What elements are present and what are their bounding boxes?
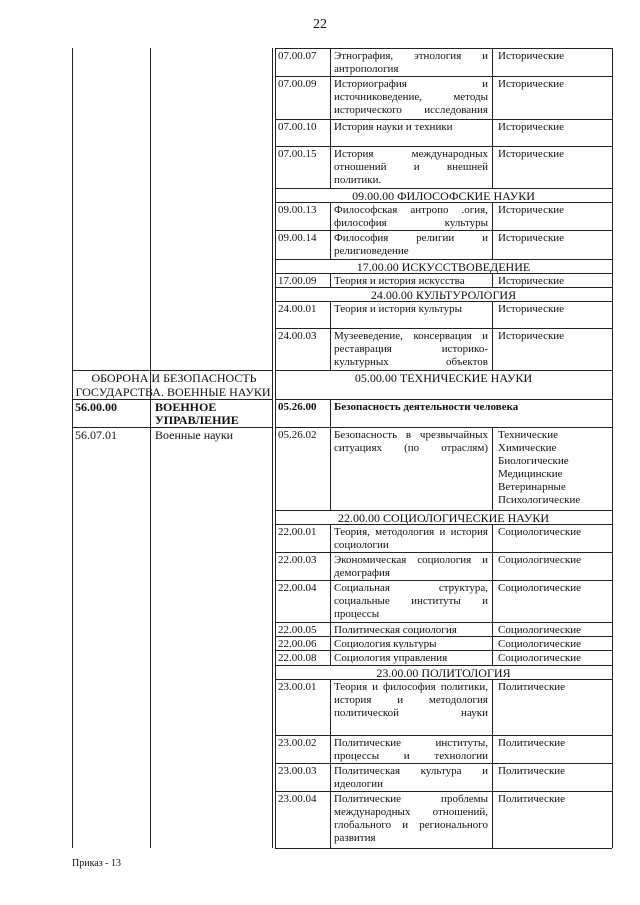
left-row-border [72, 427, 272, 428]
row-border [275, 848, 612, 849]
specialty-code: 22.00.03 [278, 554, 317, 566]
left-section-heading: ОБОРОНА И БЕЗОПАСНОСТЬ [91, 371, 257, 385]
row-divider [330, 76, 331, 119]
science-branch: Социологические [498, 652, 582, 664]
row-divider [330, 48, 331, 76]
left-section-heading: ГОСУДАРСТВА. ВОЕННЫЕ НАУКИ [75, 385, 271, 399]
science-branch: Исторические [498, 303, 565, 315]
row-border [275, 119, 612, 120]
row-divider [330, 328, 331, 370]
section-heading: 23.00.00 ПОЛИТОЛОГИЯ [376, 666, 511, 680]
specialty-code: 22.00.06 [278, 638, 317, 650]
row-divider [330, 230, 331, 259]
row-divider [492, 763, 493, 791]
row-divider [492, 273, 493, 287]
specialty-code: 23.00.04 [278, 793, 317, 805]
left-code: 56.07.01 [75, 429, 117, 442]
specialty-name: Политическая культура и идеологии [334, 765, 488, 790]
row-border [275, 301, 612, 302]
row-divider [330, 273, 331, 287]
specialty-name: Теория, методология и история социологии [334, 526, 488, 551]
specialty-name: История науки и техники [334, 121, 453, 133]
science-branch: Социологические [498, 554, 582, 566]
footer-order-label: Приказ - 13 [72, 858, 121, 869]
specialty-name: Теория и история искусства [334, 275, 465, 286]
science-branch: Политические [498, 681, 566, 693]
row-border [275, 524, 612, 525]
left-table-border [72, 48, 73, 848]
science-branch: Политические [498, 765, 566, 777]
specialty-code: 22.00.05 [278, 624, 317, 636]
science-branch: Политические [498, 793, 566, 805]
specialty-name: Историография и источниковедение, методы исторического исследования [334, 78, 488, 116]
science-branch: Исторические [498, 50, 565, 62]
row-border [275, 580, 612, 581]
row-border [275, 622, 612, 623]
specialty-code: 22.00.08 [278, 652, 317, 664]
row-divider [492, 76, 493, 119]
row-border [275, 791, 612, 792]
row-border [275, 636, 612, 637]
specialty-code: 17.00.09 [278, 275, 317, 287]
specialty-code: 23.00.01 [278, 681, 317, 693]
left-name: ВОЕННОЕ УПРАВЛЕНИЕ [155, 401, 239, 427]
specialty-name: Музееведение, консервация и реставрация историко-культурных объектов [334, 330, 488, 368]
science-branch: Исторические [498, 121, 565, 133]
specialty-name: Безопасность деятельности человека [334, 401, 519, 413]
row-border [275, 763, 612, 764]
row-divider [330, 650, 331, 665]
specialty-name: Социология управления [334, 652, 448, 664]
section-heading: 17.00.00 ИСКУССТВОВЕДЕНИЕ [356, 260, 531, 274]
row-border [275, 399, 612, 400]
row-divider [492, 791, 493, 848]
row-border [275, 552, 612, 553]
science-branch: Социологические [498, 638, 582, 650]
row-divider [492, 328, 493, 370]
specialty-code: 24.00.03 [278, 330, 317, 342]
left-code: 56.00.00 [75, 401, 117, 414]
specialty-name: Социология культуры [334, 638, 437, 649]
section-heading: 09.00.00 ФИЛОСОФСКИЕ НАУКИ [352, 189, 535, 203]
row-divider [330, 427, 331, 510]
row-border [275, 202, 612, 203]
science-branch: Исторические [498, 204, 565, 216]
row-border [275, 679, 612, 680]
specialty-name: Политические проблемы международных отношений, глобального и регионального развития [334, 793, 488, 844]
section-heading: 24.00.00 КУЛЬТУРОЛОГИЯ [370, 288, 517, 302]
specialty-code: 23.00.03 [278, 765, 317, 777]
row-border [275, 735, 612, 736]
specialty-code: 07.00.07 [278, 50, 317, 62]
specialty-code: 09.00.14 [278, 232, 317, 244]
row-border [275, 273, 612, 274]
science-branch: Социологические [498, 582, 582, 594]
specialty-name: Политические институты, процессы и технологии [334, 737, 488, 762]
specialty-name: Философия религии и религиоведение [334, 232, 488, 257]
row-divider [492, 230, 493, 259]
specialty-name: Этнография, этнология и антропология [334, 50, 488, 75]
specialty-code: 22.00.01 [278, 526, 317, 538]
row-divider [492, 679, 493, 735]
row-divider [330, 580, 331, 622]
row-divider [330, 524, 331, 552]
row-divider [492, 427, 493, 510]
specialty-code: 24.00.01 [278, 303, 317, 315]
science-branch: Исторические [498, 275, 565, 287]
left-header-bottom-border [72, 399, 272, 400]
specialty-code: 22.00.04 [278, 582, 317, 594]
specialty-name: Политическая социология [334, 624, 457, 635]
row-divider [330, 735, 331, 763]
specialty-name: Теория и философия политики, история и методология политической науки [334, 681, 488, 719]
row-divider [330, 146, 331, 188]
specialty-name: Философская антропо .огия, философия культуры [334, 204, 488, 229]
row-border [275, 650, 612, 651]
specialty-code: 23.00.02 [278, 737, 317, 749]
row-divider [492, 146, 493, 188]
row-divider [330, 119, 331, 146]
row-divider [330, 202, 331, 230]
specialty-name: Социальная структура, социальные институты и процессы [334, 582, 488, 620]
row-divider [492, 301, 493, 328]
science-branch: Политические [498, 737, 566, 749]
row-divider [492, 119, 493, 146]
science-branch: Исторические [498, 232, 565, 244]
science-branch: Технические Химические Биологические Медицинские Ветеринарные Психологические [498, 429, 581, 506]
specialty-name: Экономическая социология и демография [334, 554, 488, 579]
specialty-code: 09.00.13 [278, 204, 317, 216]
page-number: 22 [313, 17, 327, 32]
section-heading: 05.00.00 ТЕХНИЧЕСКИЕ НАУКИ [354, 371, 533, 385]
row-divider [492, 202, 493, 230]
science-branch: Исторические [498, 330, 565, 342]
right-table-right-border [612, 48, 613, 848]
row-divider [330, 679, 331, 735]
row-divider [492, 552, 493, 580]
specialty-code: 07.00.15 [278, 148, 317, 160]
specialty-code: 05.26.00 [278, 401, 317, 413]
row-divider [492, 622, 493, 636]
science-branch: Исторические [498, 148, 565, 160]
specialty-code: 07.00.09 [278, 78, 317, 90]
row-divider [330, 399, 331, 427]
section-heading: 22.00.00 СОЦИОЛОГИЧЕСКИЕ НАУКИ [337, 511, 550, 525]
row-divider [330, 552, 331, 580]
specialty-code: 05.26.02 [278, 429, 317, 441]
specialty-name: Теория и история культуры [334, 303, 462, 315]
row-divider [492, 48, 493, 76]
specialty-name: История международных отношений и внешней политики. [334, 148, 488, 186]
specialty-name: Безопасность в чрезвычайных ситуациях (по отраслям) [334, 429, 488, 454]
row-border [275, 328, 612, 329]
left-name: Военные науки [155, 429, 234, 442]
row-divider [492, 636, 493, 650]
row-divider [330, 763, 331, 791]
row-divider [492, 524, 493, 552]
row-divider [492, 580, 493, 622]
science-branch: Социологические [498, 526, 582, 538]
row-border [275, 146, 612, 147]
row-border [275, 76, 612, 77]
science-branch: Исторические [498, 78, 565, 90]
row-divider [330, 636, 331, 650]
row-divider [492, 735, 493, 763]
row-border [275, 48, 612, 49]
row-divider [330, 791, 331, 848]
row-border [275, 427, 612, 428]
left-column-divider [150, 48, 151, 848]
left-table-right-border [272, 48, 273, 848]
row-divider [330, 622, 331, 636]
right-table-left-border [275, 48, 276, 848]
row-divider [330, 301, 331, 328]
row-divider [492, 650, 493, 665]
specialty-code: 07.00.10 [278, 121, 317, 133]
row-border [275, 230, 612, 231]
science-branch: Социологические [498, 624, 582, 636]
